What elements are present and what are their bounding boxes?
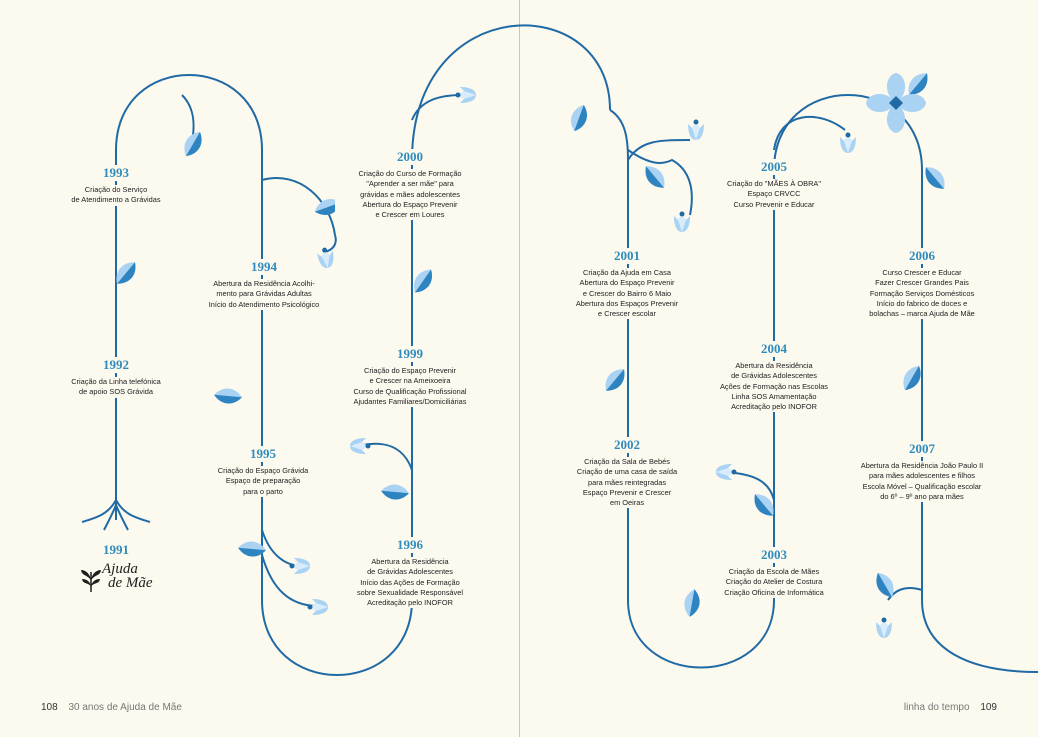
entry-text: Curso Prevenir e Educar [699,200,849,210]
entry-year: 1993 [99,165,133,181]
entry-year: 2001 [610,248,644,264]
entry-text: Criação do Espaço Grávida [188,466,338,476]
entry-text: Abertura da Residência Acolhi- [189,279,339,289]
entry-1992 [41,356,191,398]
entry-text: em Oeiras [552,498,702,508]
entry-text: Criação da Sala de Bebés [552,457,702,467]
logo-text: de Mãe [108,575,153,591]
entry-text: Acreditação pelo INOFOR [335,598,485,608]
entry-text: Linha SOS Amamentação [699,392,849,402]
entry-text: Curso Crescer e Educar [847,268,997,278]
entry-text: Criação do Serviço [41,185,191,195]
entry-year: 1999 [393,346,427,362]
entry-1999 [335,345,485,407]
entry-text: Criação Oficina de Informática [699,588,849,598]
entry-2002 [552,436,702,508]
entry-text: sobre Sexualidade Responsável [335,588,485,598]
entry-text: Abertura da Residência [699,361,849,371]
entry-1994 [189,258,339,310]
entry-text: Criação da Linha telefónica [41,377,191,387]
logo-icon [80,566,102,594]
entry-text: Ações de Formação nas Escolas [699,382,849,392]
entry-text: Escola Móvel – Qualificação escolar [847,482,997,492]
entry-text: Criação da Ajuda em Casa [552,268,702,278]
page-number: 108 [41,702,58,713]
entry-year: 2000 [393,149,427,165]
entry-1995 [188,445,338,497]
entry-text: grávidas e mães adolescentes [335,190,485,200]
footer-right [904,701,997,715]
entry-text: de apoio SOS Grávida [41,387,191,397]
entry-2001 [552,247,702,319]
entry-2005 [699,158,849,210]
entry-2000 [335,148,485,220]
entry-year: 1991 [99,542,133,558]
entry-text: Início do fabrico de doces e [847,299,997,309]
entry-year: 2004 [757,341,791,357]
entry-text: para o parto [188,487,338,497]
entry-text: bolachas – marca Ajuda de Mãe [847,309,997,319]
entry-text: de Grávidas Adolescentes [335,567,485,577]
entry-text: "Aprender a ser mãe" para [335,179,485,189]
entry-text: e Crescer escolar [552,309,702,319]
entry-1993 [41,164,191,206]
page-number: 109 [980,702,997,713]
entry-1996 [335,536,485,608]
entry-text: Acreditação pelo INOFOR [699,402,849,412]
entry-text: Criação do Atelier de Costura [699,577,849,587]
entry-year: 2005 [757,159,791,175]
entry-text: Espaço CRVCC [699,189,849,199]
ajuda-de-mae-logo [80,562,154,598]
entry-text: mento para Grávidas Adultas [189,289,339,299]
entry-year: 1996 [393,537,427,553]
entry-year: 1992 [99,357,133,373]
entry-text: Criação do Curso de Formação [335,169,485,179]
entry-text: Espaço de preparação [188,476,338,486]
entry-year: 1994 [247,259,281,275]
entry-text: Abertura do Espaço Prevenir [335,200,485,210]
entry-text: Ajudantes Familiares/Domiciliárias [335,397,485,407]
running-title: linha do tempo [903,702,970,713]
entry-year: 2006 [905,248,939,264]
entry-text: Abertura do Espaço Prevenir [552,278,702,288]
entry-text: Abertura da Residência João Paulo II [847,461,997,471]
entry-text: Abertura dos Espaços Prevenir [552,299,702,309]
entry-text: para mães reintegradas [552,478,702,488]
entry-text: do 6º – 9º ano para mães [847,492,997,502]
entry-text: de Grávidas Adolescentes [699,371,849,381]
entry-year: 2002 [610,437,644,453]
entry-text: e Crescer do Bairro 6 Maio [552,289,702,299]
entry-year: 2003 [757,547,791,563]
entry-text: Criação do Espaço Prevenir [335,366,485,376]
entry-text: Criação do "MÃES À OBRA" [699,179,849,189]
entry-1991 [41,541,191,559]
entry-text: Início do Atendimento Psicológico [189,300,339,310]
entry-text: Criação da Escola de Mães [699,567,849,577]
entry-text: para mães adolescentes e filhos [847,471,997,481]
entry-2004 [699,340,849,412]
entry-text: e Crescer em Loures [335,210,485,220]
entry-text: Criação de uma casa de saída [552,467,702,477]
entry-2007 [847,440,997,502]
entry-text: Espaço Prevenir e Crescer [552,488,702,498]
entry-year: 1995 [246,446,280,462]
running-title: 30 anos de Ajuda de Mãe [68,702,182,713]
entry-year: 2007 [905,441,939,457]
entry-text: Abertura da Residência [335,557,485,567]
footer-left [41,701,182,715]
entry-2006 [847,247,997,319]
entry-text: de Atendimento a Grávidas [41,195,191,205]
entry-text: e Crescer na Ameixoeira [335,376,485,386]
entry-text: Formação Serviços Domésticos [847,289,997,299]
entry-text: Curso de Qualificação Profissional [335,387,485,397]
entry-text: Início das Ações de Formação [335,578,485,588]
entry-text: Fazer Crescer Grandes Pais [847,278,997,288]
entry-2003 [699,546,849,598]
logo-text: Ajuda [102,561,138,577]
